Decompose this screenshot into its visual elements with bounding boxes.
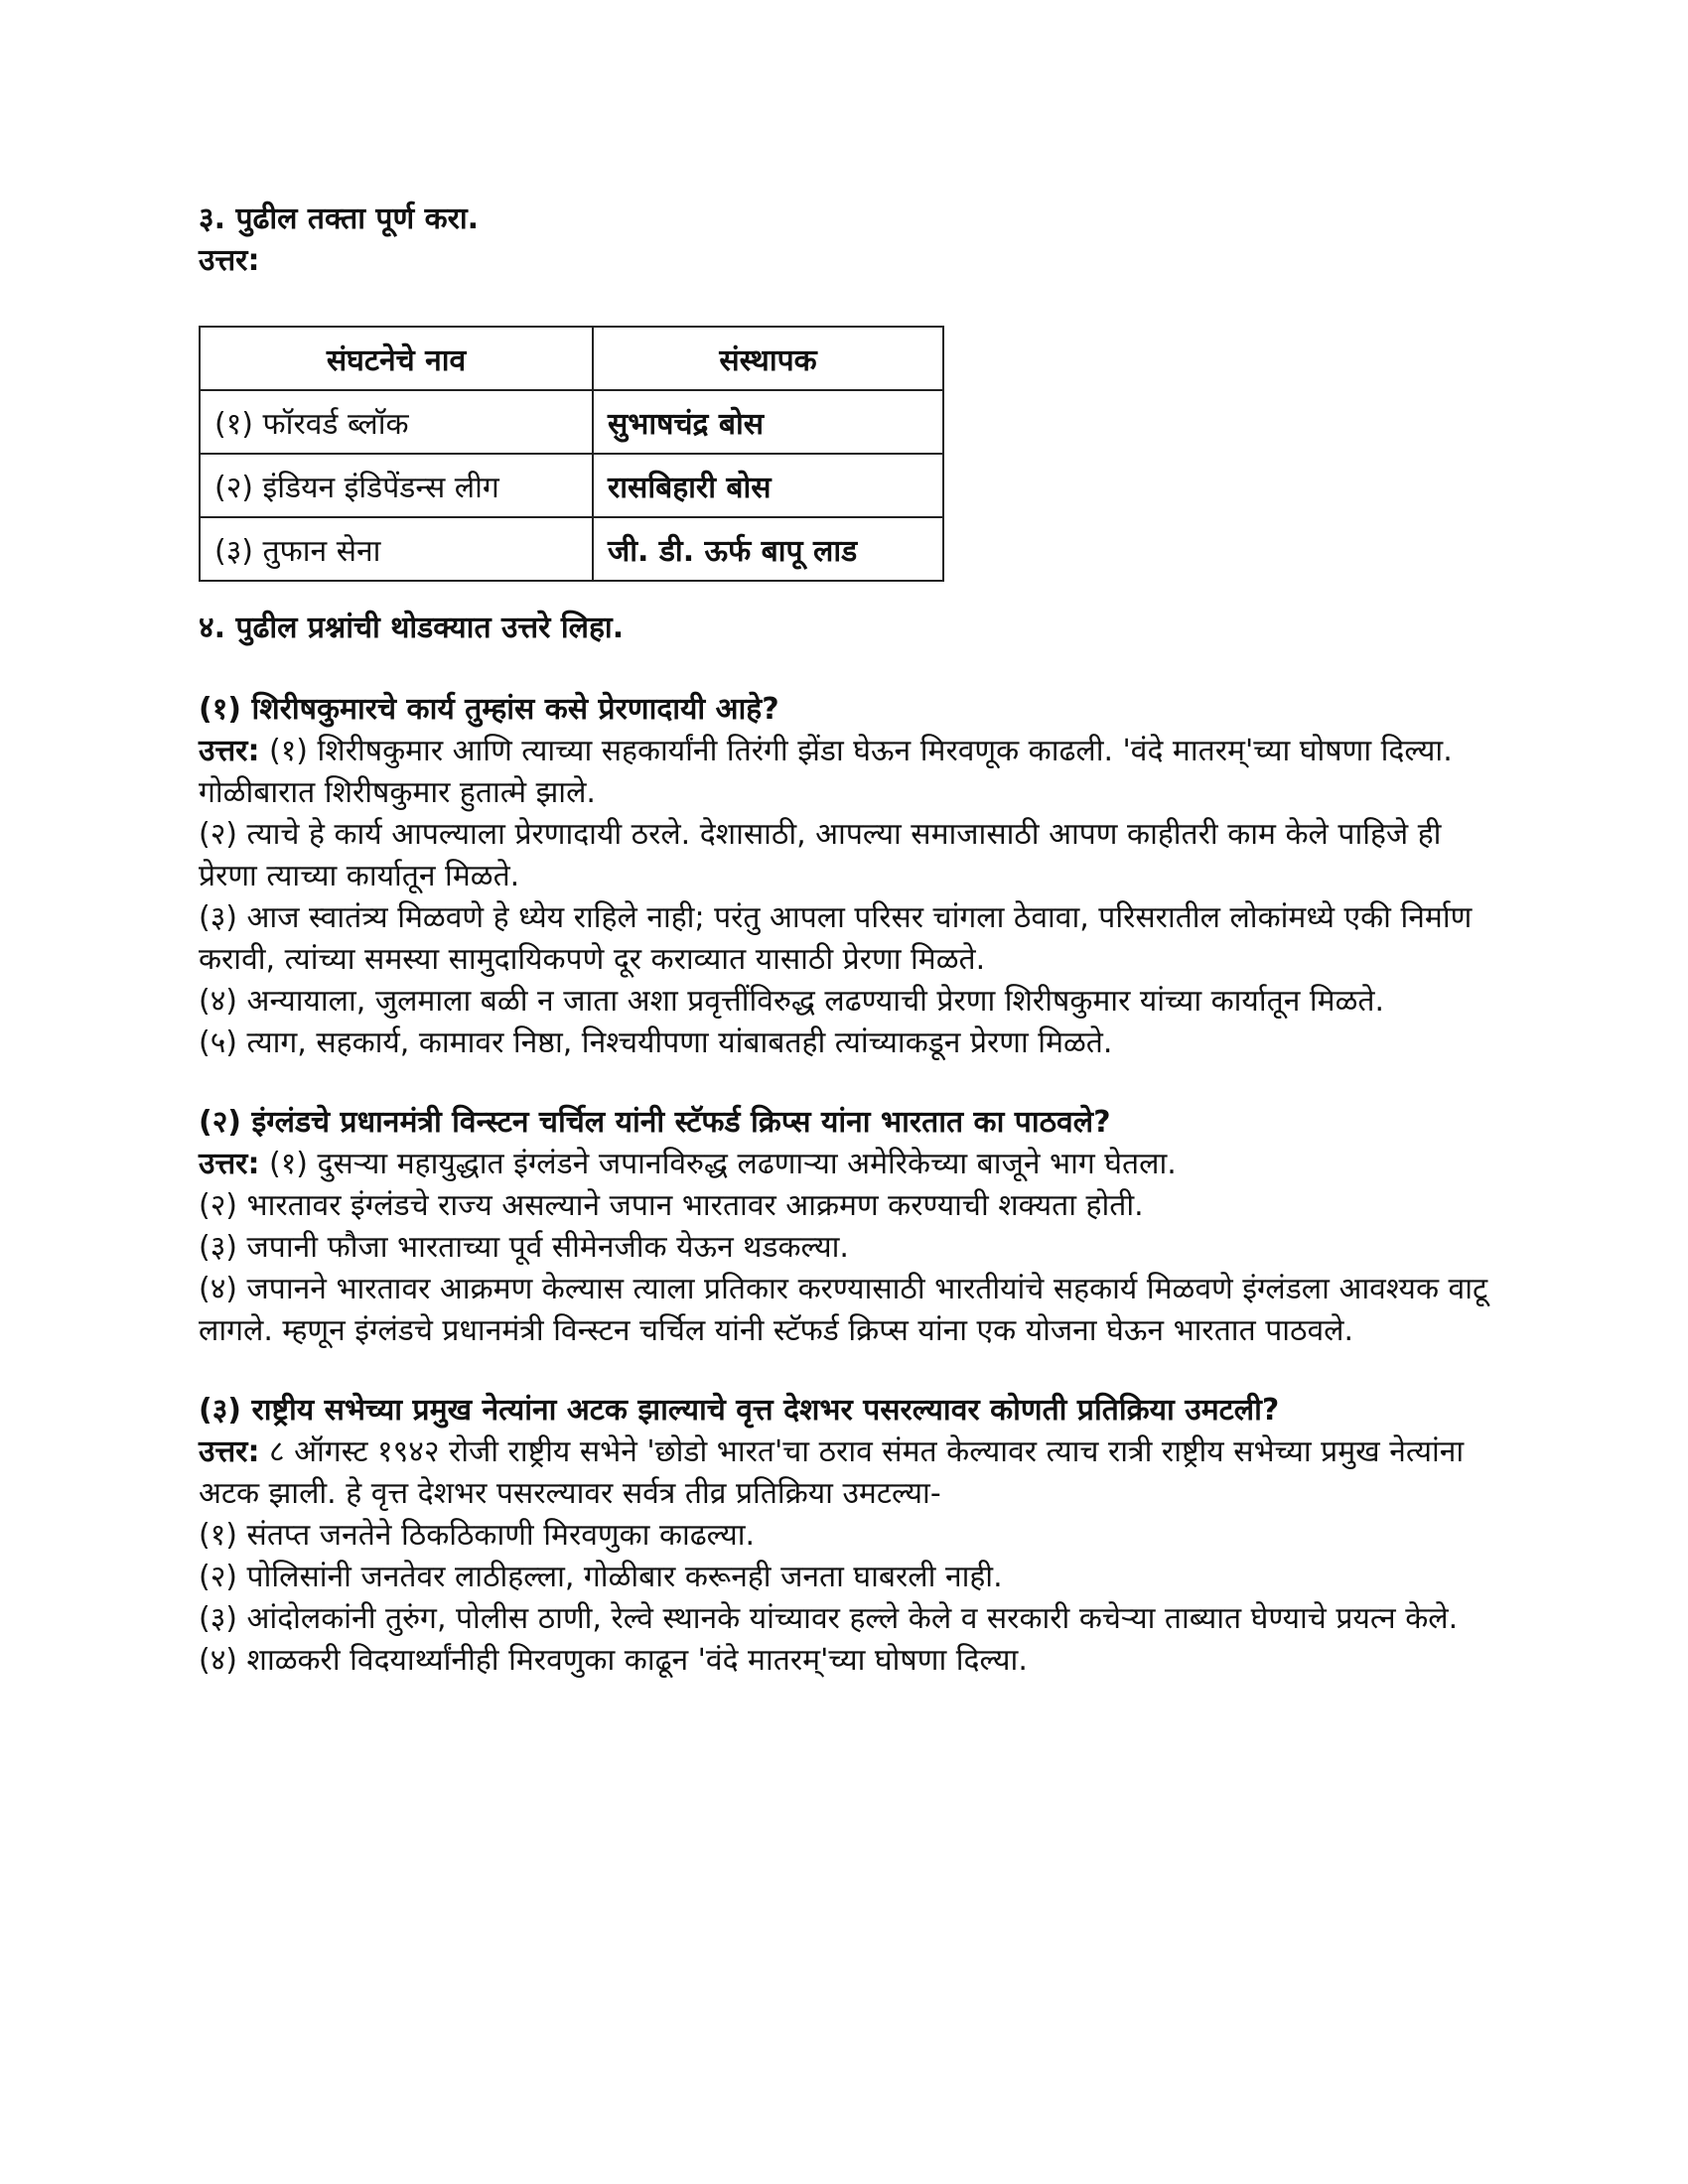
answer-label: उत्तर:	[199, 1434, 260, 1469]
question-1: (१) शिरीषकुमारचे कार्य तुम्हांस कसे प्रेरणादायी आहे?	[199, 692, 779, 727]
document-page	[199, 199, 1489, 1682]
answer-3-point-2: (२) पोलिसांनी जनतेवर लाठीहल्ला, गोळीबार करूनही जनता घाबरली नाही.	[199, 1560, 1003, 1594]
table-row	[200, 390, 943, 454]
question-3: (३) राष्ट्रीय सभेच्या प्रमुख नेत्यांना अटक झाल्याचे वृत्त देशभर पसरल्यावर कोणती प्रतिक्रिया उमटली?	[199, 1393, 1280, 1428]
answer-1-point-2: (२) त्याचे हे कार्य आपल्याला प्रेरणादायी ठरले. देशासाठी, आपल्या समाजासाठी आपण काहीतरी काम केले पाहिजे ही प्रेरणा त्याच्या कार्यातून मिळते.	[199, 817, 1442, 893]
section-3-title: ३. पुढील तक्ता पूर्ण करा.	[199, 202, 480, 236]
answer-text: ८ ऑगस्ट १९४२ रोजी राष्ट्रीय सभेने 'छोडो भारत'चा ठराव संमत केल्यावर त्याच रात्री राष्ट्रीय सभेच्या प्रमुख नेत्यांना अटक झाली. हे वृत्त देशभर पसरल्यावर सर्वत्र तीव्र प्रतिक्रिया उमटल्या-	[199, 1434, 1465, 1511]
answer-3-intro	[199, 1432, 1489, 1515]
table-cell-founder: जी. डी. ऊर्फ बापू लाड	[593, 517, 943, 581]
table-header-organization: संघटनेचे नाव	[200, 327, 593, 390]
table-cell-organization: (२) इंडियन इंडिपेंडन्स लीग	[200, 454, 593, 517]
answer-label: उत्तर:	[199, 734, 260, 768]
table-cell-founder: रासबिहारी बोस	[593, 454, 943, 517]
table-row	[200, 454, 943, 517]
table-cell-organization: (१) फॉरवर्ड ब्लॉक	[200, 390, 593, 454]
section-3-answer-label: उत्तर:	[199, 243, 260, 278]
answer-3-point-4: (४) शाळकरी विदयार्थ्यांनीही मिरवणुका काढून 'वंदे मातरम्'च्या घोषणा दिल्या.	[199, 1643, 1028, 1678]
answer-2-point-3: (३) जपानी फौजा भारताच्या पूर्व सीमेनजीक येऊन थडकल्या.	[199, 1230, 849, 1265]
answer-2-point-2: (२) भारतावर इंग्लंडचे राज्य असल्याने जपान भारतावर आक्रमण करण्याची शक्यता होती.	[199, 1188, 1144, 1223]
answer-2-point-1	[199, 1144, 1489, 1185]
question-2: (२) इंग्लंडचे प्रधानमंत्री विन्स्टन चर्चिल यांनी स्टॅफर्ड क्रिप्स यांना भारतात का पाठवले?	[199, 1105, 1111, 1140]
table-header-row	[200, 327, 943, 390]
table-cell-founder: सुभाषचंद्र बोस	[593, 390, 943, 454]
table-row	[200, 517, 943, 581]
answer-1-point-4: (४) अन्यायाला, जुलमाला बळी न जाता अशा प्रवृत्तींविरुद्ध लढण्याची प्रेरणा शिरीषकुमार यांच्या कार्यातून मिळते.	[199, 984, 1385, 1019]
table-cell-organization: (३) तुफान सेना	[200, 517, 593, 581]
answer-label: उत्तर:	[199, 1147, 260, 1181]
organizations-table	[199, 326, 944, 582]
answer-1-point-1	[199, 731, 1489, 814]
answer-3-point-3: (३) आंदोलकांनी तुरुंग, पोलीस ठाणी, रेल्वे स्थानके यांच्यावर हल्ले केले व सरकारी कचेऱ्या ताब्यात घेण्याचे प्रयत्न केले.	[199, 1601, 1459, 1636]
answer-1-point-3: (३) आज स्वातंत्र्य मिळवणे हे ध्येय राहिले नाही; परंतु आपला परिसर चांगला ठेवावा, परिसरातील लोकांमध्ये एकी निर्माण करावी, त्यांच्या समस्या सामुदायिकपणे दूर कराव्यात यासाठी प्रेरणा मिळते.	[199, 900, 1473, 977]
answer-2-point-4: (४) जपानने भारतावर आक्रमण केल्यास त्याला प्रतिकार करण्यासाठी भारतीयांचे सहकार्य मिळवणे इंग्लंडला आवश्यक वाटू लागले. म्हणून इंग्लंडचे प्रधानमंत्री विन्स्टन चर्चिल यांनी स्टॅफर्ड क्रिप्स यांना एक योजना घेऊन भारतात पाठवले.	[199, 1272, 1488, 1348]
answer-text: (१) शिरीषकुमार आणि त्याच्या सहकार्यांनी तिरंगी झेंडा घेऊन मिरवणूक काढली. 'वंदे मातरम्'च्या घोषणा दिल्या. गोळीबारात शिरीषकुमार हुतात्मे झाले.	[199, 734, 1453, 810]
section-4-title: ४. पुढील प्रश्नांची थोडक्यात उत्तरे लिहा.	[199, 611, 625, 645]
answer-3-point-1: (१) संतप्त जनतेने ठिकठिकाणी मिरवणुका काढल्या.	[199, 1518, 756, 1553]
answer-text: (१) दुसऱ्या महायुद्धात इंग्लंडने जपानविरुद्ध लढणाऱ्या अमेरिकेच्या बाजूने भाग घेतला.	[268, 1147, 1177, 1181]
answer-1-point-5: (५) त्याग, सहकार्य, कामावर निष्ठा, निश्चयीपणा यांबाबतही त्यांच्याकडून प्रेरणा मिळते.	[199, 1025, 1113, 1060]
table-header-founder: संस्थापक	[593, 327, 943, 390]
